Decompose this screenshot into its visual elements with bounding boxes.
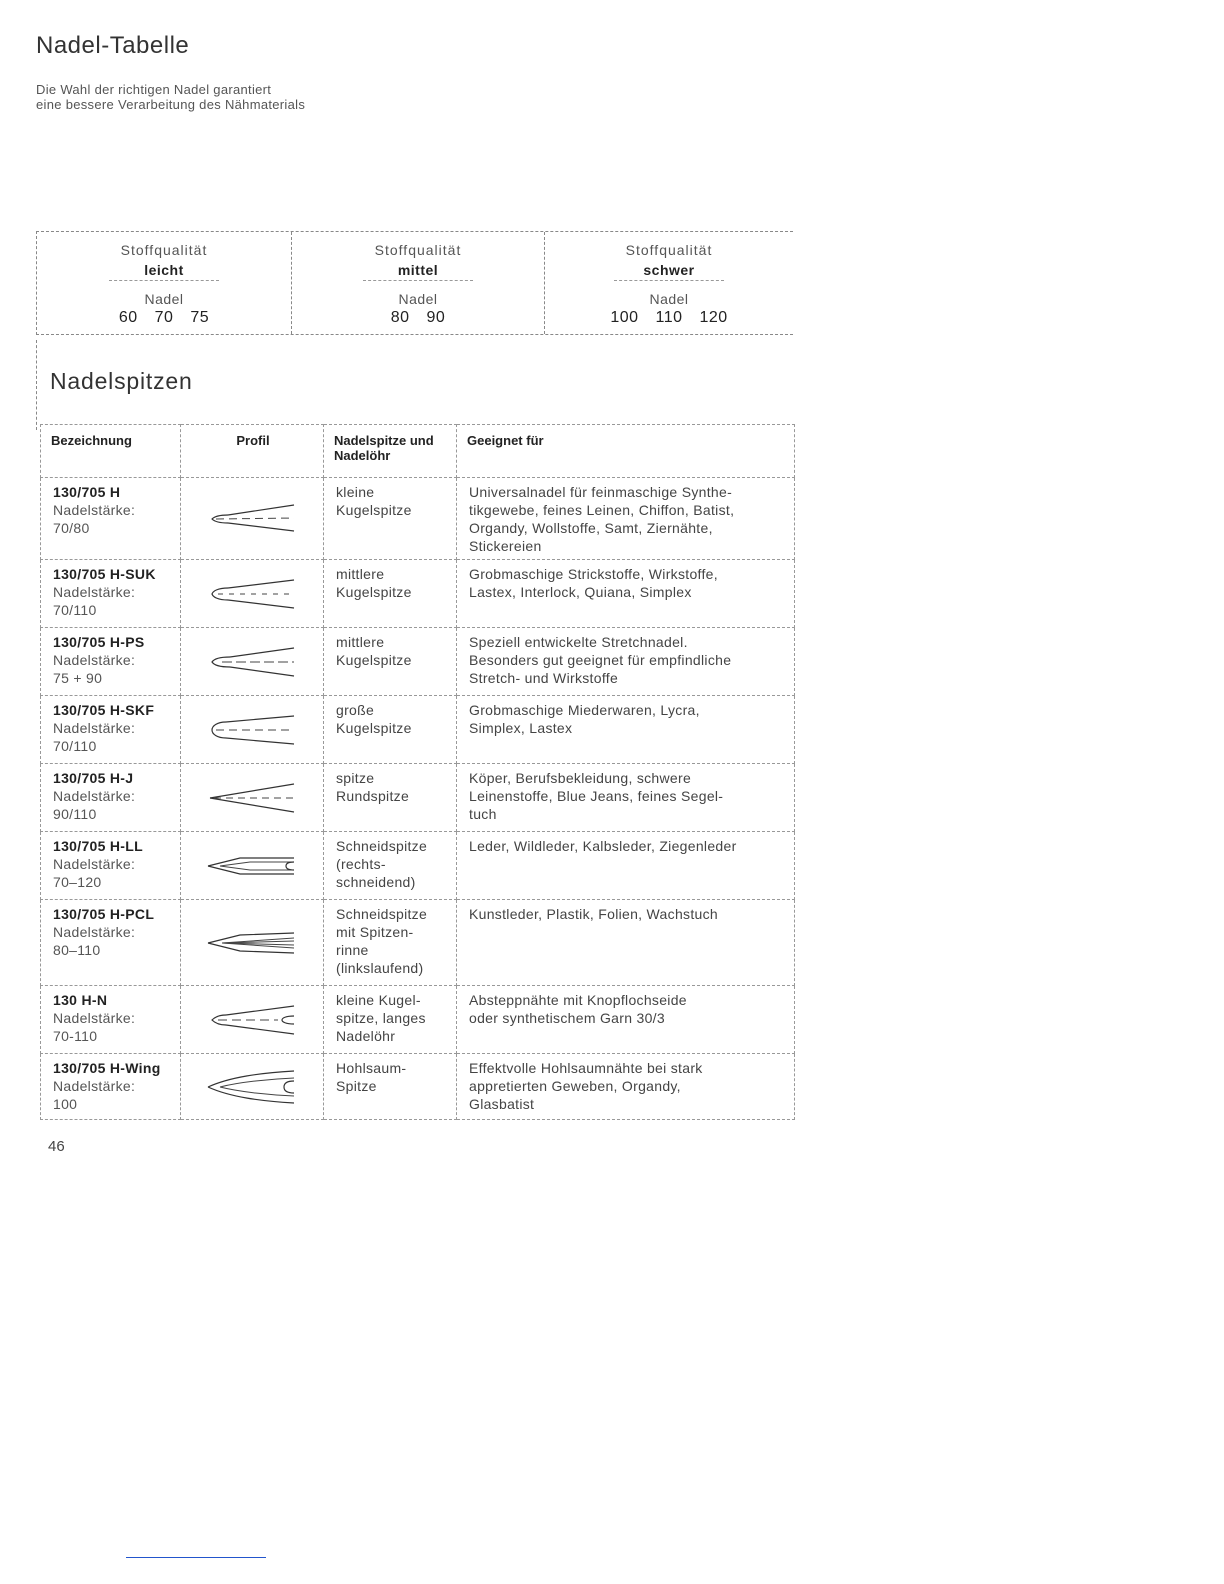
needle-tips-table [40, 424, 795, 1120]
needle-designation [41, 986, 181, 1054]
table-row [41, 696, 795, 764]
needle-tip-line: mittlere [336, 634, 385, 650]
section-frame-line [36, 340, 38, 430]
needle-tip [324, 764, 457, 832]
needle-usage-line: Leder, Wildleder, Kalbsleder, Ziegenleder [469, 838, 737, 854]
quality-label: Stoffqualität [120, 242, 208, 258]
needle-strength-value: 70/80 [53, 520, 90, 536]
needle-usage [457, 986, 795, 1054]
needle-sizes: 100 110 120 [610, 309, 728, 326]
needle-sizes: 60 70 75 [118, 309, 210, 326]
needle-code: 130/705 H-Wing [53, 1060, 161, 1076]
needle-strength-value: 90/110 [53, 806, 97, 822]
needle-strength-value: 75 + 90 [53, 670, 103, 686]
needle-tip-line: Kugelspitze [336, 720, 412, 736]
needle-strength-label: Nadelstärke: [53, 924, 136, 940]
needle-code: 130/705 H-SKF [53, 702, 155, 718]
header-usage: Geeignet für [457, 425, 795, 478]
needle-label: Nadel [649, 291, 689, 307]
needle-usage [457, 696, 795, 764]
needle-usage [457, 628, 795, 696]
needle-strength-label: Nadelstärke: [53, 652, 136, 668]
needle-tip [324, 560, 457, 628]
header-profile: Profil [181, 425, 324, 478]
subtitle-line-2: eine bessere Verarbeitung des Nähmaterials [36, 97, 306, 112]
page-title: Nadel-Tabelle [36, 32, 190, 59]
needle-label: Nadel [144, 291, 184, 307]
needle-usage [457, 478, 795, 560]
needle-usage-line: Besonders gut geeignet für empfindliche [469, 652, 732, 668]
needle-tip [324, 1054, 457, 1120]
needle-designation [41, 832, 181, 900]
needle-tip [324, 628, 457, 696]
header-tip-line-1: Nadelspitze und [334, 433, 434, 448]
needle-profile [181, 900, 324, 986]
needle-sizes: 80 90 [390, 309, 446, 326]
needle-tip-line: mittlere [336, 566, 385, 582]
needle-usage-line: Absteppnähte mit Knopflochseide [469, 992, 687, 1008]
needle-profile [181, 628, 324, 696]
needle-usage-line: Universalnadel für feinmaschige Synthe- [469, 484, 733, 500]
needle-code: 130/705 H [53, 484, 121, 500]
needle-usage-line: Köper, Berufsbekleidung, schwere [469, 770, 692, 786]
table-row [41, 628, 795, 696]
needle-tip-line: Schneidspitze [336, 906, 428, 922]
needle-code: 130/705 H-PS [53, 634, 145, 650]
needle-profile [181, 696, 324, 764]
needle-tip-line: kleine Kugel- [336, 992, 421, 1008]
table-row [41, 986, 795, 1054]
needle-usage [457, 832, 795, 900]
needle-code: 130/705 H-LL [53, 838, 143, 854]
needle-code: 130/705 H-SUK [53, 566, 156, 582]
needle-tip-line: rinne [336, 942, 369, 958]
needle-tip-line: Kugelspitze [336, 502, 412, 518]
needle-tip-line: spitze, langes [336, 1010, 426, 1026]
needle-code: 130 H-N [53, 992, 108, 1008]
needle-strength-label: Nadelstärke: [53, 502, 136, 518]
needle-strength-label: Nadelstärke: [53, 1010, 136, 1026]
needle-usage-line: Glasbatist [469, 1096, 535, 1112]
needle-profile-icon [200, 708, 304, 752]
needle-strength-value: 100 [53, 1096, 78, 1112]
needle-tip [324, 832, 457, 900]
needle-usage-line: tikgewebe, feines Leinen, Chiffon, Batist, [469, 502, 735, 518]
fabric-quality-table [36, 231, 793, 335]
quality-cell-medium [292, 232, 545, 334]
needle-profile-icon [200, 640, 304, 684]
needle-usage-line: appretierten Geweben, Organdy, [469, 1078, 681, 1094]
section-title: Nadelspitzen [50, 368, 193, 394]
needle-strength-value: 70/110 [53, 602, 97, 618]
needle-tip-line: Rundspitze [336, 788, 410, 804]
needle-designation [41, 1054, 181, 1120]
needle-profile [181, 832, 324, 900]
needle-usage-line: Kunstleder, Plastik, Folien, Wachstuch [469, 906, 718, 922]
needle-strength-label: Nadelstärke: [53, 584, 136, 600]
needle-tip-line: kleine [336, 484, 375, 500]
needle-profile-icon [200, 921, 304, 965]
needle-profile-icon [200, 776, 304, 820]
needle-usage-line: oder synthetischem Garn 30/3 [469, 1010, 665, 1026]
needle-designation [41, 628, 181, 696]
needle-usage-line: Organdy, Wollstoffe, Samt, Ziernähte, [469, 520, 713, 536]
quality-label: Stoffqualität [625, 242, 713, 258]
needle-tip-line: Nadelöhr [336, 1028, 396, 1044]
quality-cell-light [37, 232, 292, 334]
needle-usage-line: Grobmaschige Miederwaren, Lycra, [469, 702, 700, 718]
needle-usage-line: Leinenstoffe, Blue Jeans, feines Segel- [469, 788, 724, 804]
needle-strength-label: Nadelstärke: [53, 788, 136, 804]
needle-strength-label: Nadelstärke: [53, 720, 136, 736]
quality-cell-heavy [545, 232, 793, 334]
table-row [41, 900, 795, 986]
needle-profile-icon [200, 572, 304, 616]
needle-code: 130/705 H-PCL [53, 906, 155, 922]
table-row [41, 560, 795, 628]
needle-tip-line: Kugelspitze [336, 652, 412, 668]
header-tip-line-2: Nadelöhr [334, 448, 391, 463]
table-row [41, 832, 795, 900]
needle-tip-line: spitze [336, 770, 375, 786]
needle-tip [324, 986, 457, 1054]
needle-code: 130/705 H-J [53, 770, 134, 786]
needle-usage [457, 1054, 795, 1120]
page-subtitle [36, 82, 305, 112]
needle-tip-line: Spitze [336, 1078, 377, 1094]
needle-profile [181, 1054, 324, 1120]
needle-tip-line: große [336, 702, 375, 718]
needle-usage-line: Effektvolle Hohlsaumnähte bei stark [469, 1060, 703, 1076]
table-row [41, 478, 795, 560]
needle-tip-line: mit Spitzen- [336, 924, 414, 940]
needle-usage-line: Stretch- und Wirkstoffe [469, 670, 619, 686]
needle-label: Nadel [398, 291, 438, 307]
quality-grade: mittel [363, 262, 473, 281]
needle-usage-line: Stickereien [469, 538, 542, 554]
needle-tip-line: Schneidspitze [336, 838, 428, 854]
needle-profile [181, 478, 324, 560]
needle-profile-icon [200, 844, 304, 888]
table-row [41, 1054, 795, 1120]
needle-strength-value: 70-110 [53, 1028, 98, 1044]
needle-designation [41, 478, 181, 560]
page-number: 46 [48, 1138, 65, 1155]
needle-usage-line: Simplex, Lastex [469, 720, 573, 736]
needle-tip [324, 900, 457, 986]
needle-tip-line: Kugelspitze [336, 584, 412, 600]
quality-label: Stoffqualität [374, 242, 462, 258]
needle-profile [181, 560, 324, 628]
needle-strength-value: 80–110 [53, 942, 101, 958]
needle-tip-line: Hohlsaum- [336, 1060, 407, 1076]
needle-tip-line: (linkslaufend) [336, 960, 424, 976]
needle-strength-label: Nadelstärke: [53, 1078, 136, 1094]
needle-profile [181, 764, 324, 832]
quality-grade: leicht [109, 262, 219, 281]
needle-usage [457, 900, 795, 986]
quality-grade: schwer [614, 262, 724, 281]
needle-tip [324, 478, 457, 560]
needle-tip-line: (rechts- [336, 856, 386, 872]
needle-profile-icon [200, 998, 304, 1042]
table-row [41, 764, 795, 832]
needle-strength-label: Nadelstärke: [53, 856, 136, 872]
needle-usage-line: Lastex, Interlock, Quiana, Simplex [469, 584, 692, 600]
footer-rule [126, 1557, 266, 1558]
needle-designation [41, 696, 181, 764]
needle-profile-icon [200, 1065, 304, 1109]
needle-designation [41, 560, 181, 628]
needle-designation [41, 764, 181, 832]
needle-profile [181, 986, 324, 1054]
subtitle-line-1: Die Wahl der richtigen Nadel garantiert [36, 82, 272, 97]
needle-usage-line: Grobmaschige Strickstoffe, Wirkstoffe, [469, 566, 718, 582]
needle-designation [41, 900, 181, 986]
needle-usage-line: Speziell entwickelte Stretchnadel. [469, 634, 688, 650]
needle-profile-icon [200, 497, 304, 541]
table-header-row [41, 425, 795, 478]
needle-strength-value: 70–120 [53, 874, 102, 890]
header-name: Bezeichnung [41, 425, 181, 478]
needle-usage-line: tuch [469, 806, 497, 822]
needle-usage [457, 560, 795, 628]
needle-tip-line: schneidend) [336, 874, 416, 890]
needle-tip [324, 696, 457, 764]
needle-usage [457, 764, 795, 832]
needle-strength-value: 70/110 [53, 738, 97, 754]
header-tip [324, 425, 457, 478]
